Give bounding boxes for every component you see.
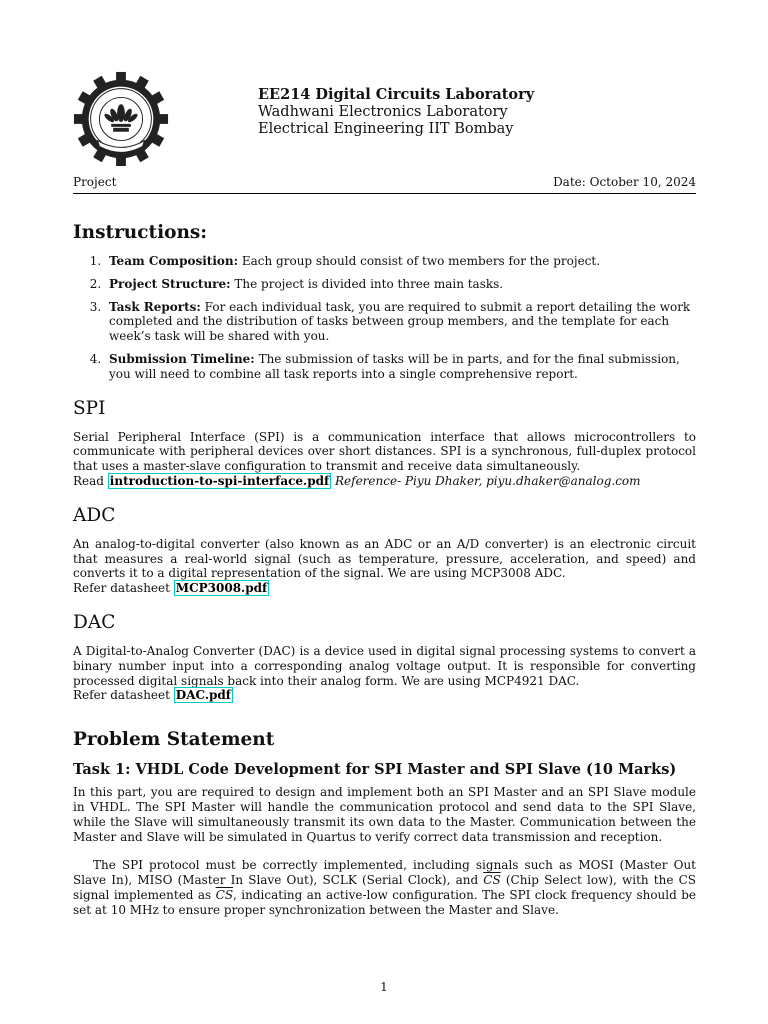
document-header — [258, 86, 718, 138]
spi-reference-line — [73, 474, 696, 489]
document-date: Date: October 10, 2024 — [553, 175, 696, 189]
header-divider — [73, 193, 696, 194]
para2-part-b: (Chip Select low), with the CS signal implemented as — [73, 873, 696, 902]
item-lead: Task Reports: — [109, 299, 201, 314]
item-lead: Team Composition: — [109, 254, 239, 268]
cs-signal: $\overline{CS}$ — [215, 887, 234, 902]
adc-heading: ADC — [73, 504, 116, 526]
spi-pdf-link[interactable]: introduction-to-spi-interface.pdf — [109, 473, 330, 488]
list-item — [105, 300, 696, 344]
item-text: The submission of tasks will be in parts, and for the final submission, you will need to combine all task reports into a single comprehensive report. — [109, 351, 680, 381]
para2-part-a: The SPI protocol must be correctly implemented, including signals such as MOSI (Master Out Slave In), MISO (Master In Slave Out), SCLK (Serial Clock), and — [73, 858, 696, 888]
dac-heading: DAC — [73, 611, 116, 633]
adc-section — [73, 505, 696, 596]
document-body — [73, 222, 696, 918]
document-type: Project — [73, 175, 117, 189]
iit-bombay-logo — [72, 70, 170, 168]
department-name: Electrical Engineering IIT Bombay — [258, 121, 514, 137]
meta-row — [73, 175, 696, 189]
problem-section — [73, 729, 696, 917]
instructions-section — [73, 222, 696, 382]
spi-heading: SPI — [73, 397, 106, 419]
item-lead: Project Structure: — [109, 276, 231, 291]
lab-name: Wadhwani Electronics Laboratory — [258, 104, 508, 120]
spi-body: Serial Peripheral Interface (SPI) is a communication interface that allows microcontrollers to communicate with peripheral devices over short distances. SPI is a synchronous, full-duplex protocol that uses a master-slave configuration to transmit and receive data simultaneously. — [73, 429, 696, 474]
dac-datasheet-line — [73, 688, 696, 703]
item-text: For each individual task, you are required to submit a report detailing the work completed and the distribution of tasks between group members, and the template for each week’s task will be shared with you. — [109, 299, 691, 344]
cs-signal: $\overline{CS}$ — [483, 873, 501, 888]
adc-datasheet-line — [73, 581, 696, 596]
task-heading: Task 1: VHDL Code Development for SPI Master and SPI Slave (10 Marks) — [73, 761, 677, 779]
instructions-heading: Instructions: — [73, 222, 208, 243]
item-text: The project is divided into three main tasks. — [230, 276, 504, 291]
task-paragraph-2 — [73, 858, 696, 917]
para2-part-c: , indicating an active-low configuration. The SPI clock frequency should be set at 10 MHz to ensure proper synchronization between the Master and Slave. — [73, 887, 697, 917]
dac-body: A Digital-to-Analog Converter (DAC) is a device used in digital signal processing systems to convert a binary number input into a corresponding analog voltage output. It is responsible for converting processed digital signals back into their analog form. We are using MCP4921 DAC. — [73, 643, 696, 688]
instructions-list — [73, 254, 696, 382]
problem-heading: Problem Statement — [73, 729, 275, 751]
adc-body: An analog-to-digital converter (also known as an ADC or an A/D converter) is an electronic circuit that measures a real-world signal (such as temperature, pressure, acceleration, and speed) and converts it to a digital representation of the signal. We are using MCP3008 ADC. — [73, 536, 696, 581]
mcp3008-pdf-link[interactable]: MCP3008.pdf — [175, 581, 268, 596]
read-prefix: Read — [73, 473, 108, 488]
item-lead: Submission Timeline: — [109, 351, 255, 366]
page-number: 1 — [380, 980, 388, 994]
spi-reference: Reference- Piyu Dhaker, piyu.dhaker@analog.com — [331, 473, 641, 488]
dac-pdf-link[interactable]: DAC.pdf — [175, 688, 231, 703]
item-text: Each group should consist of two members for the project. — [238, 254, 601, 268]
course-title: EE214 Digital Circuits Laboratory — [258, 86, 535, 103]
spi-section — [73, 398, 696, 489]
refer-prefix: Refer datasheet — [73, 688, 174, 703]
dac-section — [73, 612, 696, 703]
list-item — [105, 254, 696, 269]
list-item — [105, 352, 696, 382]
refer-prefix: Refer datasheet — [73, 581, 174, 596]
list-item — [105, 277, 696, 292]
task-paragraph-1: In this part, you are required to design and implement both an SPI Master and an SPI Slave module in VHDL. The SPI Master will handle the communication protocol and send data to the SPI Slave, while the Slave will simultaneously transmit its own data to the Master. Communication between the Master and Slave will be simulated in Quartus to verify correct data transmission and reception. — [73, 785, 696, 844]
